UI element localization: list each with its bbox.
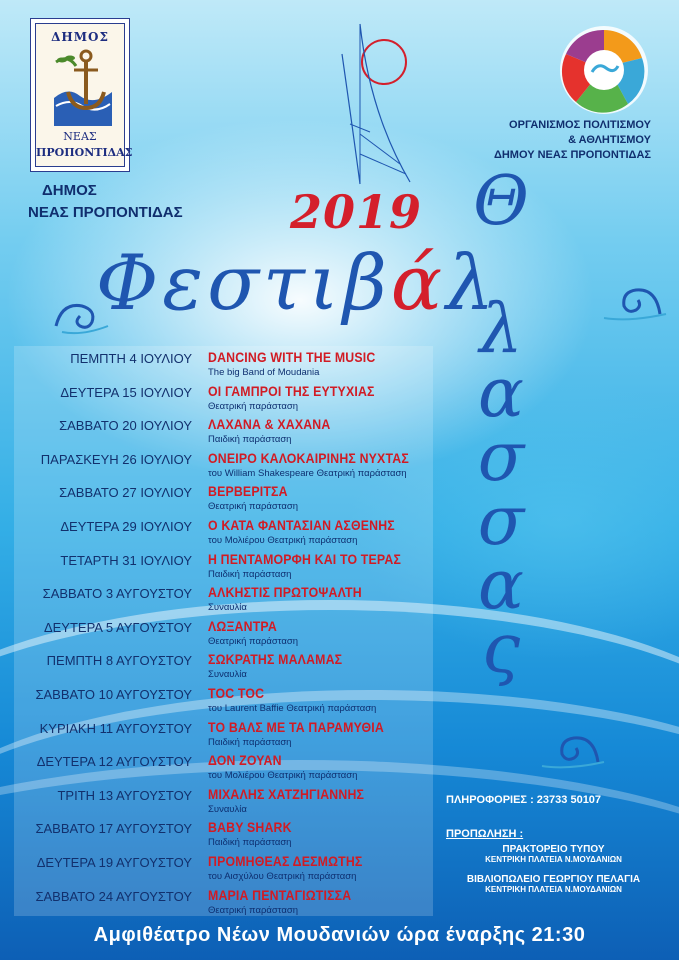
festival-title-part1: Φεστιβ: [96, 238, 391, 327]
event-row: [14, 718, 444, 751]
event-title: ΜΙΧΑΛΗΣ ΧΑΤΖΗΓΙΑΝΝΗΣ: [208, 785, 365, 802]
event-date: ΔΕΥΤΕΡΑ 5 ΑΥΓΟΥΣΤΟΥ: [43, 619, 192, 635]
event-date: ΚΥΡΙΑΚΗ 11 ΑΥΓΟΥΣΤΟΥ: [39, 720, 192, 736]
event-title: ΤΟ ΒΑΛΣ ΜΕ ΤΑ ΠΑΡΑΜΥΘΙΑ: [208, 718, 384, 735]
anchor-icon: [50, 46, 116, 126]
event-date: ΣΑΒΒΑΤΟ 3 ΑΥΓΟΥΣΤΟΥ: [42, 586, 192, 602]
presale-place1: ΠΡΑΚΤΟΡΕΙΟ ΤΥΠΟΥ: [502, 844, 605, 855]
event-date: ΤΡΙΤΗ 13 ΑΥΓΟΥΣΤΟΥ: [57, 787, 192, 803]
wave-swirl-icon: [538, 728, 608, 772]
event-date: ΠΕΜΠΤΗ 4 ΙΟΥΛΙΟΥ: [70, 351, 192, 366]
event-title: ΜΑΡΙΑ ΠΕΝΤΑΓΙΩΤΙΣΣΑ: [208, 886, 352, 903]
event-date: ΤΕΤΑΡΤΗ 31 ΙΟΥΛΙΟΥ: [60, 552, 192, 568]
event-title: ΟΙ ΓΑΜΠΡΟΙ ΤΗΣ ΕΥΤΥΧΙΑΣ: [208, 382, 375, 399]
event-row: [14, 516, 444, 549]
event-subtitle: Συναυλία: [208, 602, 247, 614]
event-row: [14, 550, 444, 583]
organization-line1: ΟΡΓΑΝΙΣΜΟΣ ΠΟΛΙΤΙΣΜΟΥ: [509, 119, 651, 131]
thalassas-vertical-title: [466, 162, 536, 689]
event-row: [14, 818, 444, 851]
event-row: [14, 583, 444, 616]
event-subtitle: του Αισχύλου Θεατρική παράσταση: [208, 871, 357, 882]
event-row: [14, 482, 444, 515]
event-date: ΔΕΥΤΕΡΑ 12 ΑΥΓΟΥΣΤΟΥ: [36, 754, 192, 770]
event-subtitle: Θεατρική παράσταση: [208, 501, 298, 513]
thalassas-letter: α: [478, 354, 524, 433]
event-title: Ο ΚΑΤΑ ΦΑΝΤΑΣΙΑΝ ΑΣΘΕΝΗΣ: [208, 517, 395, 533]
organization-logo: [558, 24, 650, 116]
organization-line2: & ΑΘΛΗΤΙΣΜΟΥ: [568, 134, 651, 146]
thalassas-letter: σ: [477, 418, 525, 497]
logo-bottom-text-2: ΠΡΟΠΟΝΤΙΔΑΣ: [36, 146, 133, 159]
thalassas-letter: Θ: [473, 162, 529, 241]
event-row: [14, 382, 444, 415]
event-subtitle: The big Band of Moudania: [208, 367, 320, 378]
event-date: ΠΕΜΠΤΗ 8 ΑΥΓΟΥΣΤΟΥ: [46, 653, 192, 669]
thalassas-letter: σ: [477, 482, 525, 561]
event-title: ΔΟΝ ΖΟΥΑΝ: [208, 752, 282, 769]
event-date: ΣΑΒΒΑΤΟ 24 ΑΥΓΟΥΣΤΟΥ: [35, 888, 192, 904]
event-subtitle: του William Shakespeare Θεατρική παράσταση: [208, 467, 407, 479]
event-title: ΟΝΕΙΡΟ ΚΑΛΟΚΑΙΡΙΝΗΣ ΝΥΧΤΑΣ: [208, 449, 409, 466]
event-subtitle: Θεατρική παράσταση: [208, 904, 298, 916]
event-date: ΣΑΒΒΑΤΟ 20 ΙΟΥΛΙΟΥ: [59, 418, 192, 434]
thalassas-letter: λ: [479, 290, 523, 369]
event-subtitle: του Laurent Baffie Θεατρική παράσταση: [208, 703, 377, 714]
event-row: [14, 751, 444, 784]
festival-year: 2019: [290, 185, 423, 239]
event-date: ΠΑΡΑΣΚΕΥΗ 26 ΙΟΥΛΙΟΥ: [40, 451, 192, 467]
event-row: [14, 415, 444, 448]
event-date: ΣΑΒΒΑΤΟ 27 ΙΟΥΛΙΟΥ: [59, 485, 192, 501]
event-subtitle: Θεατρική παράσταση: [208, 635, 298, 647]
event-title: Η ΠΕΝΤΑΜΟΡΦΗ ΚΑΙ ΤΟ ΤΕΡΑΣ: [208, 550, 402, 567]
event-subtitle: Παιδική παράσταση: [208, 736, 292, 748]
event-title: BABY SHARK: [208, 819, 292, 836]
event-row: [14, 886, 444, 919]
presale-place2-sub: ΚΕΝΤΡΙΚΗ ΠΛΑΤΕΙΑ Ν.ΜΟΥΔΑΝΙΩΝ: [485, 885, 622, 894]
event-subtitle: Παιδική παράσταση: [208, 434, 292, 446]
event-title: ΤΟC ΤΟC: [208, 685, 265, 701]
event-title: ΒΕΡΒΕΡΙΤΣΑ: [208, 483, 288, 500]
event-subtitle: Θεατρική παράσταση: [208, 400, 298, 412]
event-subtitle: του Μολιέρου Θεατρική παράσταση: [208, 770, 358, 782]
event-subtitle: Συναυλία: [208, 803, 247, 815]
festival-title-accent: ά: [390, 238, 447, 327]
event-title: DANCING WITH THE MUSIC: [208, 349, 376, 365]
event-subtitle: Παιδική παράσταση: [208, 837, 292, 849]
event-row: [14, 650, 444, 683]
event-subtitle: Παιδική παράσταση: [208, 568, 292, 580]
presale-heading: ΠΡΟΠΩΛΗΣΗ :: [446, 828, 524, 840]
event-date: ΔΕΥΤΕΡΑ 29 ΙΟΥΛΙΟΥ: [60, 519, 192, 534]
event-date: ΔΕΥΤΕΡΑ 15 ΙΟΥΛΙΟΥ: [60, 384, 192, 400]
event-row: [14, 684, 444, 717]
sailboat-icon: [330, 14, 450, 194]
event-date: ΣΑΒΒΑΤΟ 17 ΑΥΓΟΥΣΤΟΥ: [35, 821, 192, 837]
event-date: ΣΑΒΒΑΤΟ 10 ΑΥΓΟΥΣΤΟΥ: [35, 687, 192, 702]
presale-place2: ΒΙΒΛΙΟΠΩΛΕΙΟ ΓΕΩΡΓΙΟΥ ΠΕΛΑΓΙΑ: [466, 874, 641, 885]
presale-section: [446, 828, 661, 894]
logo-frame: [35, 23, 133, 167]
event-row: [14, 348, 444, 381]
event-row: [14, 617, 444, 650]
municipality-logo: [30, 18, 133, 172]
thalassas-letter: α: [478, 546, 524, 625]
info-phone: ΠΛΗΡΟΦΟΡΙΕΣ : 23733 50107: [446, 794, 602, 806]
event-row: [14, 449, 444, 482]
municipality-name-line1: ΔΗΜΟΣ: [42, 182, 97, 199]
event-title: ΑΛΚΗΣΤΙΣ ΠΡΩΤΟΨΑΛΤΗ: [208, 584, 362, 601]
municipality-name: [28, 180, 183, 224]
event-title: ΛΑΧΑΝΑ & ΧΑΧΑΝΑ: [208, 416, 331, 433]
presale-place1-sub: ΚΕΝΤΡΙΚΗ ΠΛΑΤΕΙΑ Ν.ΜΟΥΔΑΝΙΩΝ: [485, 855, 622, 864]
thalassas-letter: ς: [481, 610, 521, 689]
event-title: ΛΩΞΑΝΤΡΑ: [208, 617, 277, 634]
event-row: [14, 785, 444, 818]
event-date: ΔΕΥΤΕΡΑ 19 ΑΥΓΟΥΣΤΟΥ: [36, 855, 192, 870]
municipality-name-line2: ΝΕΑΣ ΠΡΟΠΟΝΤΙΔΑΣ: [28, 204, 183, 221]
organization-line3: ΔΗΜΟΥ ΝΕΑΣ ΠΡΟΠΟΝΤΙΔΑΣ: [493, 149, 651, 161]
event-subtitle: Συναυλία: [208, 669, 247, 681]
event-row: [14, 852, 444, 885]
event-title: ΣΩΚΡΑΤΗΣ ΜΑΛΑΜΑΣ: [208, 651, 343, 668]
event-title: ΠΡΟΜΗΘΕΑΣ ΔΕΣΜΩΤΗΣ: [208, 853, 363, 869]
festival-title: [96, 238, 498, 327]
logo-top-text: ΔΗΜΟΣ: [51, 30, 109, 44]
wave-swirl-icon: [600, 280, 670, 324]
event-subtitle: του Μολιέρου Θεατρική παράσταση: [208, 535, 358, 546]
logo-bottom-text-1: ΝΕΑΣ: [63, 130, 97, 143]
organization-name: [451, 118, 651, 163]
venue-footer: Αμφιθέατρο Νέων Μουδανιών ώρα έναρξης 21:30: [93, 924, 586, 946]
festival-title-part2: λ: [446, 238, 499, 327]
